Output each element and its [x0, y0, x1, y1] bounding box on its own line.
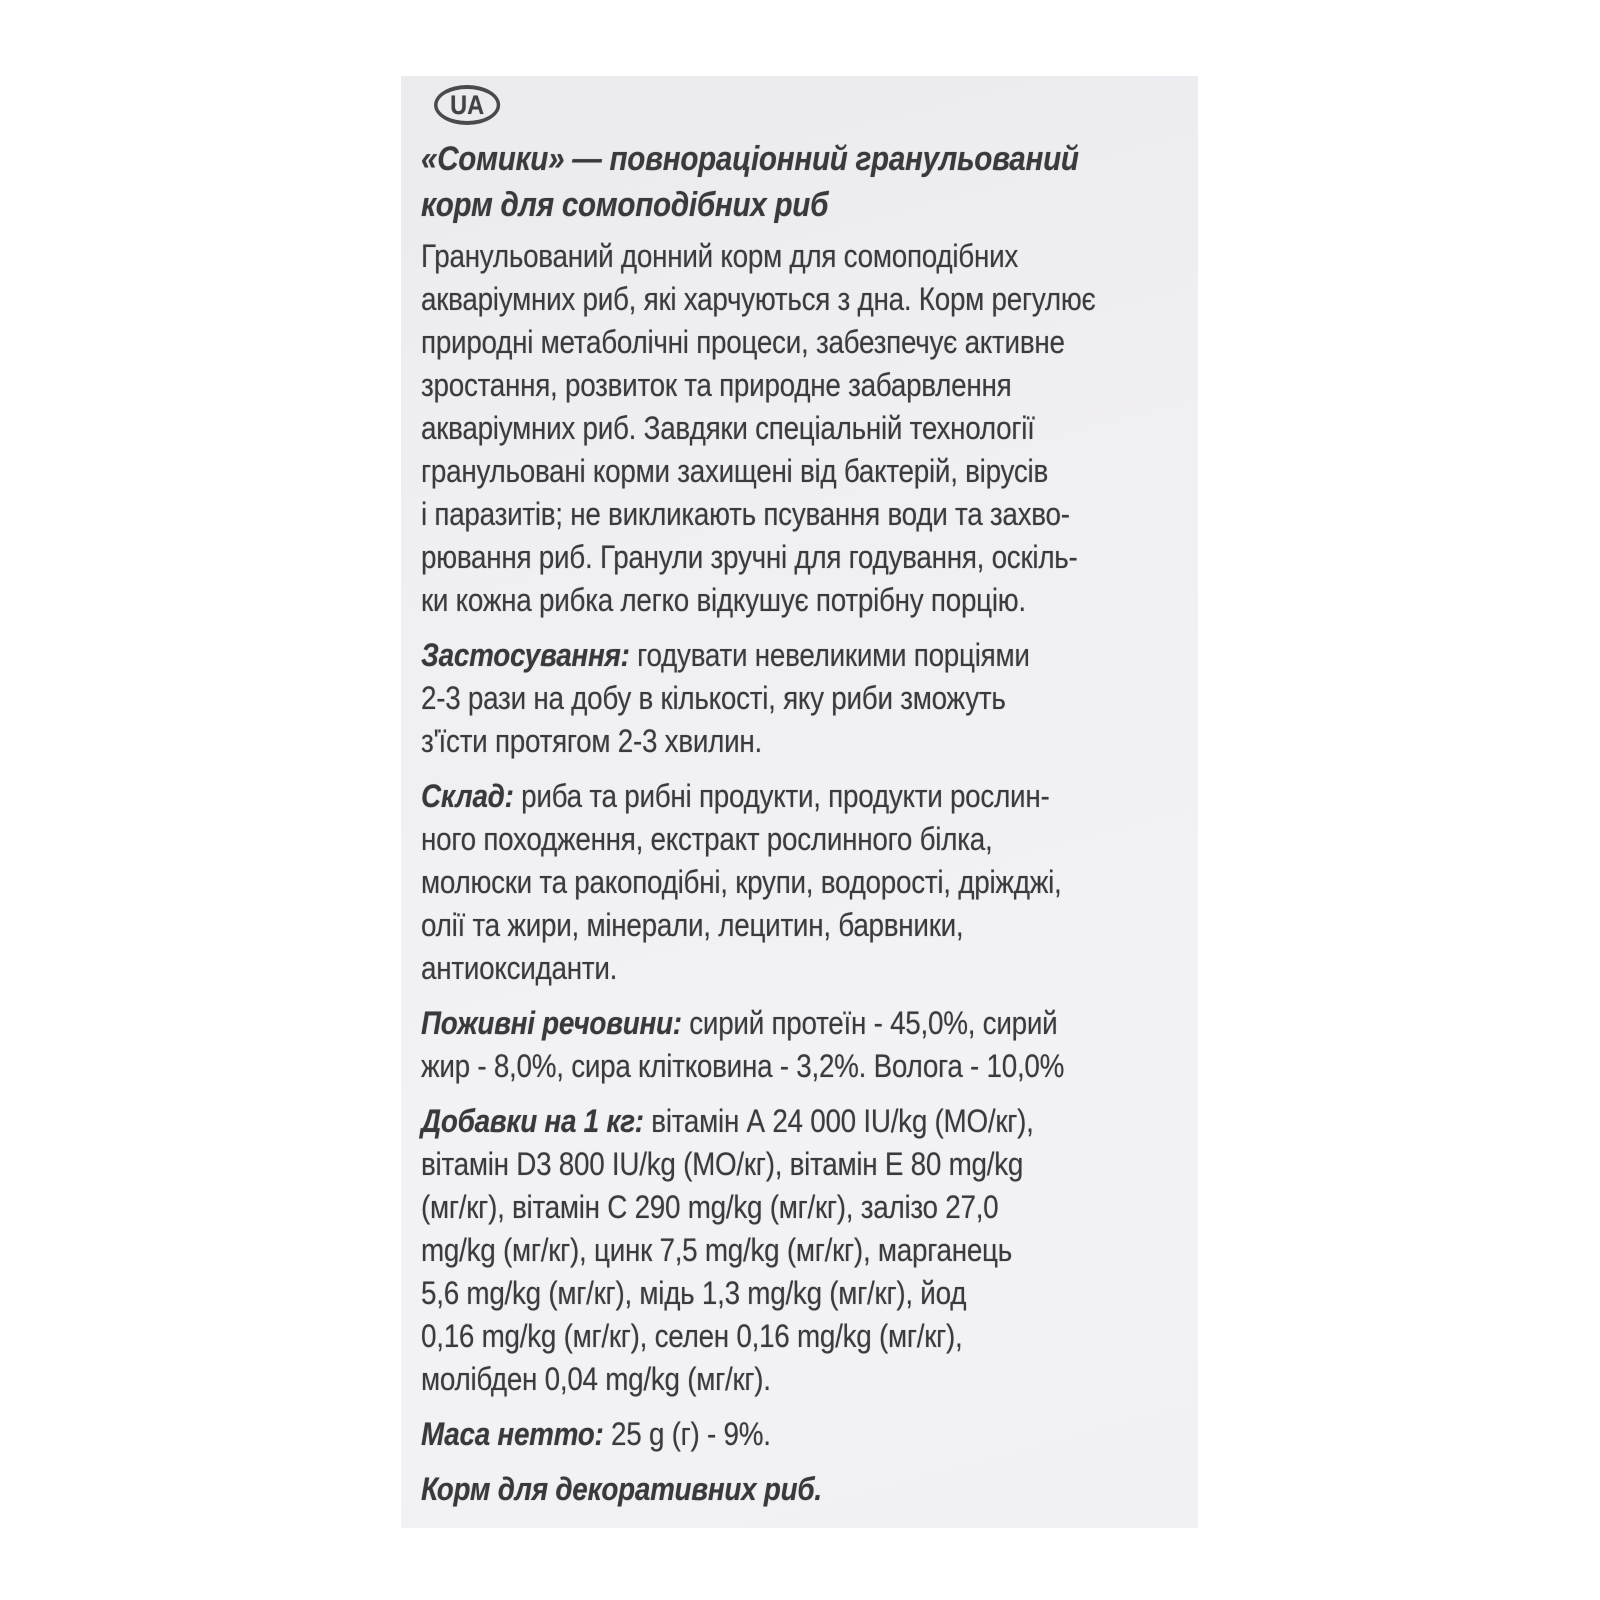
section-lead: Склад:	[421, 778, 514, 814]
text-line: антиоксиданти.	[421, 950, 618, 986]
paragraph	[421, 235, 1187, 622]
text-line: 0,16 mg/kg (мг/кг), селен 0,16 mg/kg (мг/кг),	[421, 1318, 963, 1354]
label-content	[421, 85, 1187, 1511]
paragraph	[421, 1100, 1187, 1401]
text-line: молюски та ракоподібні, крупи, водорості, дріжджі,	[421, 864, 1062, 900]
text-line: mg/kg (мг/кг), цинк 7,5 mg/kg (мг/кг), марганець	[421, 1232, 1012, 1268]
paragraph	[421, 1413, 1187, 1456]
label-text	[421, 235, 1187, 1511]
product-title-line-1: «Сомики» — повнораціонний гранульований	[421, 140, 1079, 178]
text-line: Маса нетто: 25 g (г) - 9%.	[421, 1416, 771, 1452]
text-line: рювання риб. Гранули зручні для годування, оскіль-	[421, 539, 1078, 575]
text-line: зростання, розвиток та природне забарвлення	[421, 367, 1012, 403]
section-lead: Маса нетто:	[421, 1416, 604, 1452]
text-line: 5,6 mg/kg (мг/кг), мідь 1,3 mg/kg (мг/кг), йод	[421, 1275, 967, 1311]
text-line: Склад: риба та рибні продукти, продукти рослин-	[421, 778, 1050, 814]
paragraph	[421, 1468, 1187, 1511]
text-line: ки кожна рибка легко відкушує потрібну порцію.	[421, 582, 1026, 618]
text-line: акваріумних риб, які харчуються з дна. Корм регулює	[421, 281, 1096, 317]
text-line: 2-3 рази на добу в кількості, яку риби зможуть	[421, 680, 1006, 716]
text-line: (мг/кг), вітамін С 290 mg/kg (мг/кг), залізо 27,0	[421, 1189, 999, 1225]
text-line: Поживні речовини: сирий протеїн - 45,0%, сирий	[421, 1005, 1058, 1041]
section-lead: Добавки на 1 кг:	[421, 1103, 644, 1139]
text-line: Гранульований донний корм для сомоподібних	[421, 238, 1019, 274]
section-lead: Застосування:	[421, 637, 630, 673]
product-label	[401, 76, 1198, 1528]
text-line: вітамін D3 800 IU/kg (МО/кг), вітамін Е 80 mg/kg	[421, 1146, 1024, 1182]
text-line	[421, 1468, 1187, 1511]
text-line: Застосування: годувати невеликими порціями	[421, 637, 1030, 673]
text-line: Добавки на 1 кг: вітамін А 24 000 IU/kg (МО/кг),	[421, 1103, 1034, 1139]
text-line: молібден 0,04 mg/kg (мг/кг).	[421, 1361, 771, 1397]
paragraph	[421, 1002, 1187, 1088]
product-title	[421, 136, 1187, 228]
text-line: з'їсти протягом 2-3 хвилин.	[421, 723, 763, 759]
text-line: і паразитів; не викликають псування води та захво-	[421, 496, 1070, 532]
section-lead: Корм для декоративних риб.	[421, 1471, 822, 1507]
text-line: гранульовані корми захищені від бактерій, вірусів	[421, 453, 1048, 489]
text-line: жир - 8,0%, сира клітковина - 3,2%. Волога - 10,0%	[421, 1048, 1065, 1084]
ua-badge-text: UA	[450, 89, 485, 120]
text-line: олії та жири, мінерали, лецитин, барвники,	[421, 907, 964, 943]
section-lead: Поживні речовини:	[421, 1005, 682, 1041]
text-line: ного походження, екстракт рослинного білка,	[421, 821, 993, 857]
ua-origin-badge	[434, 85, 500, 125]
product-title-line-2: корм для сомоподібних риб	[421, 186, 829, 224]
paragraph	[421, 775, 1187, 990]
text-line: природні метаболічні процеси, забезпечує активне	[421, 324, 1065, 360]
paragraph	[421, 634, 1187, 763]
text-line: акваріумних риб. Завдяки спеціальній технології	[421, 410, 1035, 446]
